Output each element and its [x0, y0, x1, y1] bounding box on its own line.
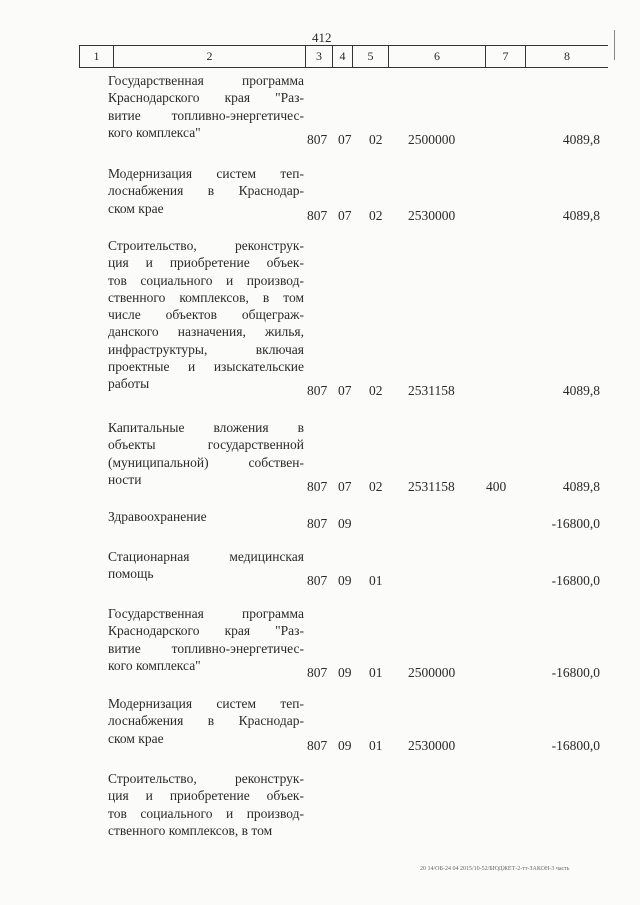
- cell-c4: 09: [338, 516, 352, 531]
- cell-c4: 07: [338, 207, 352, 223]
- description-line: Здравоохранение: [108, 509, 207, 524]
- description-line: Краснодарского края "Раз-: [108, 90, 304, 106]
- cell-c5: 02: [369, 478, 383, 494]
- cell-c4: 07: [338, 478, 352, 494]
- description-line: Строительство, реконструк-: [108, 771, 304, 786]
- cell-c5: 02: [369, 131, 383, 147]
- footer-code: 20 14/ОБ-24 04 2015/10-52/БЮДЖЕТ-2-тт-ЗАКОН-3 часть: [420, 866, 570, 872]
- description-line: Государственная программа: [108, 606, 304, 621]
- cell-c3: 807: [307, 207, 328, 223]
- row-description: [108, 548, 304, 583]
- header-col-3: 3: [306, 46, 333, 67]
- description-line: кого комплекса": [108, 124, 201, 140]
- cell-c4: 09: [338, 737, 352, 753]
- cell-c6: 2531158: [408, 478, 455, 494]
- header-col-6: 6: [389, 46, 486, 67]
- header-col-5: 5: [353, 46, 389, 67]
- row-description: [108, 419, 304, 488]
- description-line: Стационарная медицинская: [108, 549, 304, 564]
- cell-c6: 2531158: [408, 383, 455, 399]
- header-col-1: 1: [80, 46, 114, 67]
- cell-c6: 2530000: [408, 207, 456, 223]
- description-line: лоснабжения в Краснодар-: [108, 183, 304, 199]
- cell-c3: 807: [307, 573, 328, 589]
- description-line: лоснабжения в Краснодар-: [108, 713, 304, 729]
- cell-c6: 2530000: [408, 737, 456, 753]
- description-line: Капитальные вложения в: [108, 420, 304, 435]
- description-line: тов социального и производ-: [108, 805, 304, 821]
- description-line: ция и приобретение объек-: [108, 788, 304, 804]
- row-description: [108, 770, 304, 839]
- cell-c4: 09: [338, 664, 352, 680]
- cell-c3: 807: [307, 383, 328, 399]
- cell-c3: 807: [307, 737, 328, 753]
- description-line: объекты государственной: [108, 437, 304, 453]
- description-line: проектные и изыскательские: [108, 359, 304, 375]
- cell-c8: -16800,0: [551, 516, 600, 531]
- header-col-8: 8: [564, 49, 570, 63]
- cell-c5: 02: [369, 383, 383, 399]
- cell-c8: 4089,8: [562, 478, 600, 494]
- description-line: кого комплекса": [108, 657, 201, 673]
- description-line: ности: [108, 471, 142, 487]
- page-number: 412: [312, 30, 332, 45]
- description-line: Государственная программа: [108, 73, 304, 88]
- description-line: инфраструктуры, включая: [108, 341, 304, 357]
- cell-c5: 01: [369, 664, 383, 680]
- description-line: ском крае: [108, 200, 164, 216]
- cell-c3: 807: [307, 478, 328, 494]
- edge-mark: [614, 30, 615, 60]
- description-line: Краснодарского края "Раз-: [108, 623, 304, 639]
- header-col-7: 7: [486, 46, 526, 67]
- row-description: [108, 508, 304, 525]
- cell-c5: 02: [369, 207, 383, 223]
- description-line: Строительство, реконструк-: [108, 238, 304, 253]
- cell-c8: 4089,8: [562, 207, 600, 223]
- cell-c6: 2500000: [408, 664, 456, 680]
- row-description: [108, 72, 304, 141]
- description-line: ция и приобретение объек-: [108, 255, 304, 271]
- cell-c3: 807: [307, 131, 328, 147]
- row-description: [108, 165, 304, 217]
- description-line: помощь: [108, 566, 154, 582]
- cell-c5: 01: [369, 737, 383, 753]
- header-col-4: 4: [333, 46, 353, 67]
- cell-c8: -16800,0: [551, 573, 600, 589]
- cell-c8: 4089,8: [562, 131, 600, 147]
- header-col-2: 2: [114, 46, 306, 67]
- cell-c6: 2500000: [408, 131, 456, 147]
- cell-c5: 01: [369, 573, 383, 589]
- description-line: данского назначения, жилья,: [108, 324, 304, 340]
- description-line: ственного комплексов, в том: [108, 822, 273, 838]
- cell-c4: 09: [338, 573, 352, 589]
- cell-c8: 4089,8: [562, 383, 600, 399]
- description-line: числе объектов общеграж-: [108, 307, 304, 323]
- cell-c4: 07: [338, 383, 352, 399]
- description-line: Модернизация систем теп-: [108, 166, 304, 181]
- row-description: [108, 605, 304, 674]
- description-line: работы: [108, 376, 150, 392]
- cell-c8: -16800,0: [551, 737, 600, 753]
- cell-c8: -16800,0: [551, 664, 600, 680]
- row-description: [108, 695, 304, 747]
- description-line: витие топливно-энергетичес-: [108, 640, 304, 656]
- description-line: тов социального и производ-: [108, 272, 304, 288]
- cell-c3: 807: [307, 664, 328, 680]
- table-header-row: [79, 45, 608, 68]
- cell-c4: 07: [338, 131, 352, 147]
- cell-c3: 807: [307, 516, 328, 531]
- description-line: (муниципальной) собствен-: [108, 454, 304, 470]
- description-line: Модернизация систем теп-: [108, 696, 304, 711]
- description-line: витие топливно-энергетичес-: [108, 107, 304, 123]
- cell-c7: 400: [486, 478, 507, 494]
- description-line: ском крае: [108, 730, 164, 746]
- description-line: ственного комплексов, в том: [108, 289, 304, 305]
- row-description: [108, 237, 304, 393]
